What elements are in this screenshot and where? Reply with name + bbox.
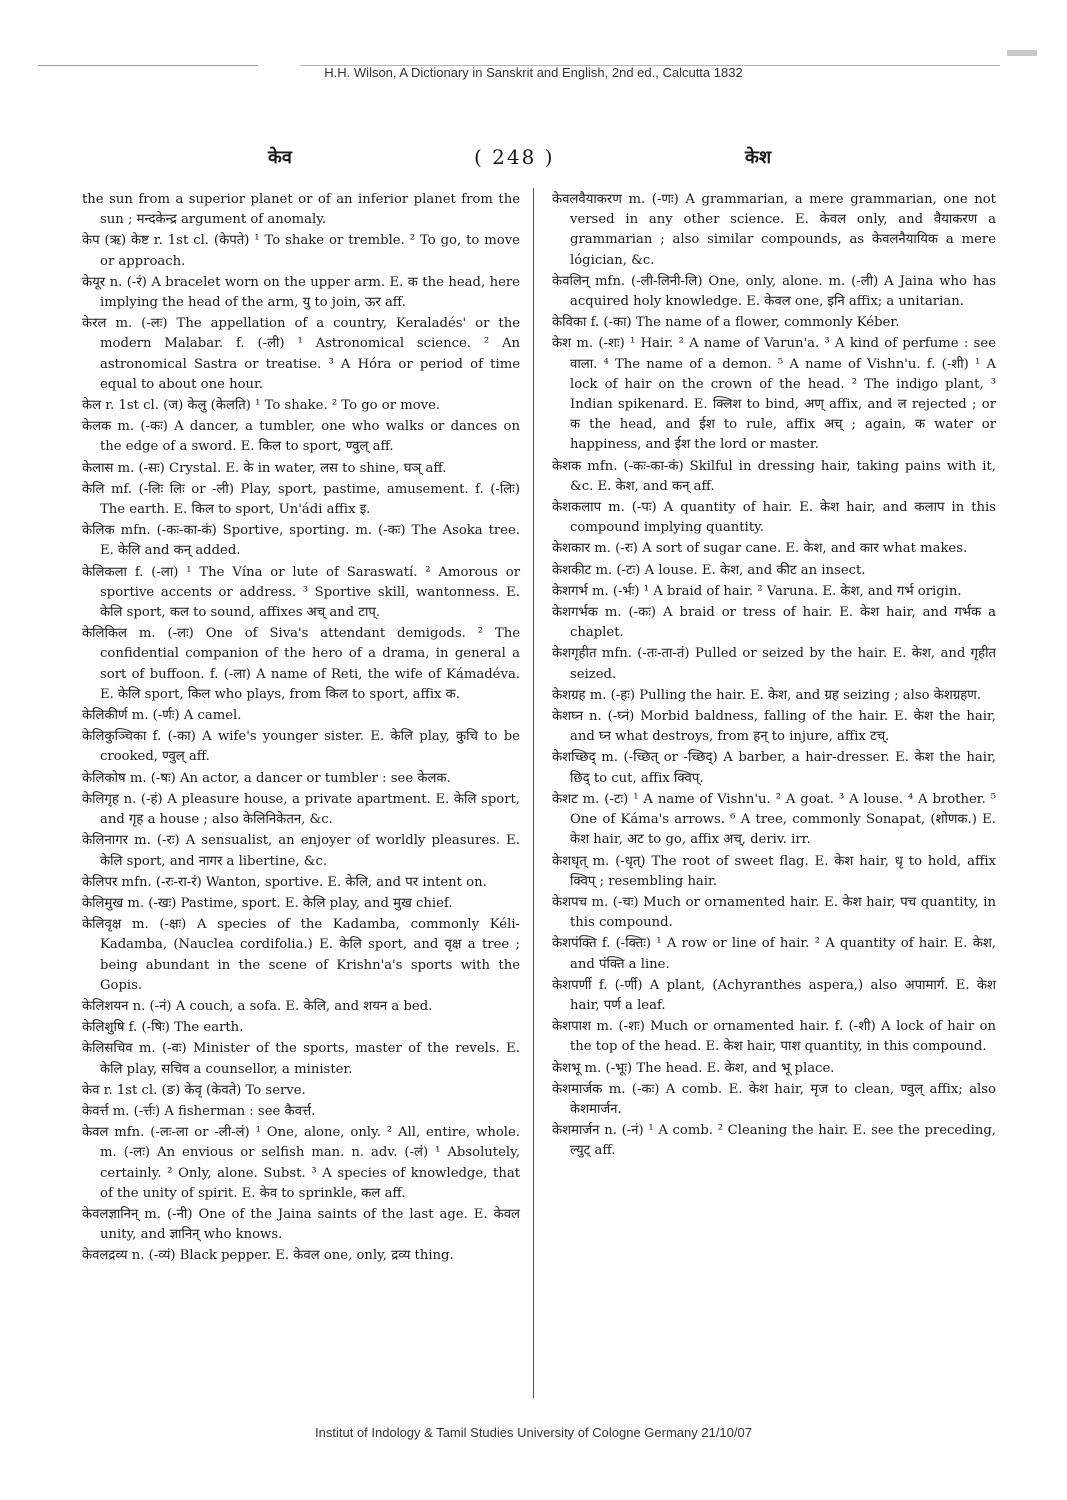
source-header: H.H. Wilson, A Dictionary in Sanskrit and English, 2nd ed., Calcutta 1832 [324,65,743,80]
dictionary-entry: केलक m. (-कः) A dancer, a tumbler, one who walks or dances on the edge of a sword. E. किल to sport, ण्वुल् aff. [82,419,520,455]
dictionary-entry: केशक mfn. (-कः-का-कं) Skilful in dressing hair, taking pains with it, &c. E. केश, and कन् aff. [552,458,996,494]
dictionary-entry: केशग्रह m. (-हः) Pulling the hair. E. केश, and ग्रह seizing ; also केशग्रहण. [552,687,982,703]
dictionary-entry: केशगर्भक m. (-कः) A braid or tress of hair. E. केश hair, and गर्भक a chaplet. [552,605,996,641]
dictionary-entry: केयूर n. (-रं) A bracelet worn on the upper arm. E. क the head, here implying the head of the arm, यु to join, ऊर aff. [82,274,520,311]
dictionary-entry: केलि mf. (-लिः लिः or -ली) Play, sport, pastime, amusement. f. (-लिः) The earth. E. किल to sport, Un'ádi affix इ. [82,481,520,518]
dictionary-entry: केलिनागर m. (-रः) A sensualist, an enjoyer of worldly pleasures. E. केलि sport, and नागर a libertine, &c. [82,833,520,869]
dictionary-entry: केलिमुख m. (-खः) Pastime, sport. E. केलि play, and मुख chief. [82,895,453,911]
dictionary-entry: केलिकीर्ण m. (-र्णः) A camel. [82,708,242,724]
dictionary-entry: केशपाश m. (-शः) Much or ornamented hair. f. (-शी) A lock of hair on the top of the head. E. केश hair, पाश quantity, in this compound. [552,1019,996,1055]
dictionary-entry: केशकीट m. (-टः) A louse. E. केश, and कीट an insect. [552,562,866,578]
dictionary-entry: केव r. 1st cl. (ङ) केवृ (केवते) To serve. [82,1082,306,1098]
dictionary-entry: केविका f. (-का) The name of a flower, commonly Kéber. [552,315,900,331]
dictionary-entry: केवल mfn. (-लः-ला or -ली-लं) ¹ One, alone, only. ² All, entire, whole. m. (-लः) An envious or selfish man. n. adv. (-लं) ¹ Absolutely, certainly. ² Only, alone. Subst. ³ A species of knowledge, that of the unity of spirit. E. केव to sprinkle, कल aff. [82,1125,520,1201]
dictionary-entry: केरल m. (-लः) The appellation of a country, Keraladés' or the modern Malabar. f. (-ली) ¹ Astronomical science. ² An astronomical Sastra or treatise. ³ A Hóra or period of time equal to about one hour. [82,316,520,392]
dictionary-entry: केशकार m. (-रः) A sort of sugar cane. E. केश, and कार what makes. [552,541,968,557]
dictionary-entry: केलिशुषि f. (-षिः) The earth. [82,1020,244,1036]
dictionary-entry: केवलिन् mfn. (-ली-लिनी-लि) One, only, alone. m. (-ली) A Jaina who has acquired holy knowledge. E. केवल one, इनि affix; a unitarian. [552,273,996,310]
scan-mark [1007,50,1037,56]
left-column [82,190,520,1268]
dictionary-entry: केलिकोष m. (-षः) An actor, a dancer or tumbler : see केलक. [82,770,451,786]
dictionary-entry: केवलद्रव्य n. (-व्यं) Black pepper. E. केवल one, only, द्रव्य thing. [82,1248,454,1264]
dictionary-entry: केलिगृह n. (-हं) A pleasure house, a private apartment. E. केलि sport, and गृह a house ; also केलिनिकेतन, &c. [82,791,520,828]
dictionary-entry: केशगर्भ m. (-र्भः) ¹ A braid of hair. ² Varuna. E. केश, and गर्भ origin. [552,583,962,599]
dictionary-entry: केलिकला f. (-ला) ¹ The Vína or lute of Saraswatí. ² Amorous or sportive accents or address. ³ Sportive skill, wantonness. E. केलि sport, कल to sound, affixes अच् and टाप्. [82,564,520,621]
dictionary-entry: केलिक mfn. (-कः-का-कं) Sportive, sporting. m. (-कः) The Asoka tree. E. केलि and कन् added. [82,523,520,559]
dictionary-entry: केशट m. (-टः) ¹ A name of Vishn'u. ² A goat. ³ A louse. ⁴ A brother. ⁵ One of Káma's arrows. ⁶ A tree, commonly Sonapat, (शोणक.) E. केश hair, अट to go, affix अच्, deriv. irr. [552,791,996,848]
dictionary-entry: केशपच m. (-चः) Much or ornamented hair. E. केश hair, पच quantity, in this compound. [552,894,996,931]
dictionary-entry: केशपर्णी f. (-र्णी) A plant, (Achyranthes aspera,) also अपामार्ग. E. केश hair, पर्ण a leaf. [552,977,996,1013]
dictionary-entry: केलिकुञ्चिका f. (-का) A wife's younger sister. E. केलि play, कुचि to be crooked, ण्वुल् aff. [82,729,520,765]
running-head-left: केव [268,147,292,168]
dictionary-entry: केवलवैयाकरण m. (-णः) A grammarian, a mere grammarian, one not versed in any other science. E. केवल only, and वैयाकरण a grammarian ; also similar compounds, as केवलनैयायिक a mere lógician, &c. [552,192,996,268]
dictionary-entry: केलिसचिव m. (-वः) Minister of the sports, master of the revels. E. केलि play, सचिव a counsellor, a minister. [82,1041,520,1077]
dictionary-entry: केशधृत् m. (-धृत्) The root of sweet flag. E. केश hair, धृ to hold, affix क्विप् ; resembling hair. [552,853,996,889]
dictionary-entry: केलिवृक्ष m. (-क्षः) A species of the Kadamba, commonly Kéli-Kadamba, (Nauclea cordifolia.) E. केलि sport, and वृक्ष a tree ; being abundant in the scene of Krishn'a's sports with the Gopis. [82,917,520,993]
dictionary-entry: केलिशयन n. (-नं) A couch, a sofa. E. केलि, and शयन a bed. [82,998,433,1014]
dictionary-entry: केश m. (-शः) ¹ Hair. ² A name of Varun'a. ³ A kind of perfume : see वाला. ⁴ The name of a demon. ⁵ A name of Vishn'u. f. (-शी) ¹ A lock of hair on the crown of the head. ² The indigo plant, ³ Indian spikenard. E. क्लिश to bind, अण् affix, and ल rejected ; or क the head, and ईश to rule, affix अच् ; again, क water or happiness, and ईश the lord or master. [552,336,996,453]
dictionary-entry: केवलज्ञानिन् m. (-नी) One of the Jaina saints of the last age. E. केवल unity, and ज्ञानिन् who knows. [82,1206,520,1243]
dictionary-entry: केवर्त्त m. (-र्त्तः) A fisherman : see कैवर्त्त. [82,1103,316,1119]
dictionary-entry: केशगृहीत mfn. (-तः-ता-तं) Pulled or seized by the hair. E. केश, and गृहीत seized. [552,646,996,682]
dictionary-entry: केशपंक्ति f. (-क्तिः) ¹ A row or line of hair. ² A quantity of hair. E. केश, and पंक्ति a line. [552,936,996,972]
right-column [552,190,996,1163]
dictionary-entry: केलिकिल m. (-लः) One of Siva's attendant demigods. ² The confidential companion of the hero of a drama, in general a sort of buffoon. f. (-ला) A name of Reti, the wife of Kámadéva. E. केलि sport, किल who plays, from किल to sport, affix क. [82,626,520,702]
dictionary-entry: केशघ्न n. (-घ्नं) Morbid baldness, falling of the hair. E. केश the hair, and घ्न what destroys, from हन् to injure, affix टच्. [552,709,996,745]
dictionary-entry: केशच्छिद् m. (-च्छित् or -च्छिद्) A barber, a hair-dresser. E. केश the hair, छिद् to cut, affix क्विप्. [552,750,996,786]
column-divider [533,188,534,1398]
running-head-right: केश [745,147,772,168]
dictionary-entry: केशभू m. (-भूः) The head. E. केश, and भू place. [552,1060,835,1076]
dictionary-entry: केशमार्जन n. (-नं) ¹ A comb. ² Cleaning the hair. E. see the preceding, ल्युट् aff. [552,1123,996,1159]
dictionary-entry: केप (ऋ) केष्ट r. 1st cl. (केपते) ¹ To shake or tremble. ² To go, to move or approach. [82,233,520,269]
dictionary-entry: केशकलाप m. (-पः) A quantity of hair. E. केश hair, and कलाप in this compound implying quantity. [552,500,996,536]
page-number: ( 248 ) [474,145,555,169]
dictionary-entry: the sun from a superior planet or of an inferior planet from the sun ; मन्दकेन्द्र argument of anomaly. [82,192,520,228]
dictionary-entry: केल r. 1st cl. (ज) केलु (केलति) ¹ To shake. ² To go or move. [82,398,441,414]
source-footer: Institut of Indology & Tamil Studies University of Cologne Germany 21/10/07 [315,1425,752,1440]
dictionary-entry: केशमार्जक m. (-कः) A comb. E. केश hair, मृज to clean, ण्वुल् affix; also केशमार्जन. [552,1081,996,1117]
dictionary-entry: केलास m. (-सः) Crystal. E. के in water, लस to shine, घञ् aff. [82,460,447,476]
dictionary-entry: केलिपर mfn. (-रः-रा-रं) Wanton, sportive. E. केलि, and पर intent on. [82,874,487,890]
